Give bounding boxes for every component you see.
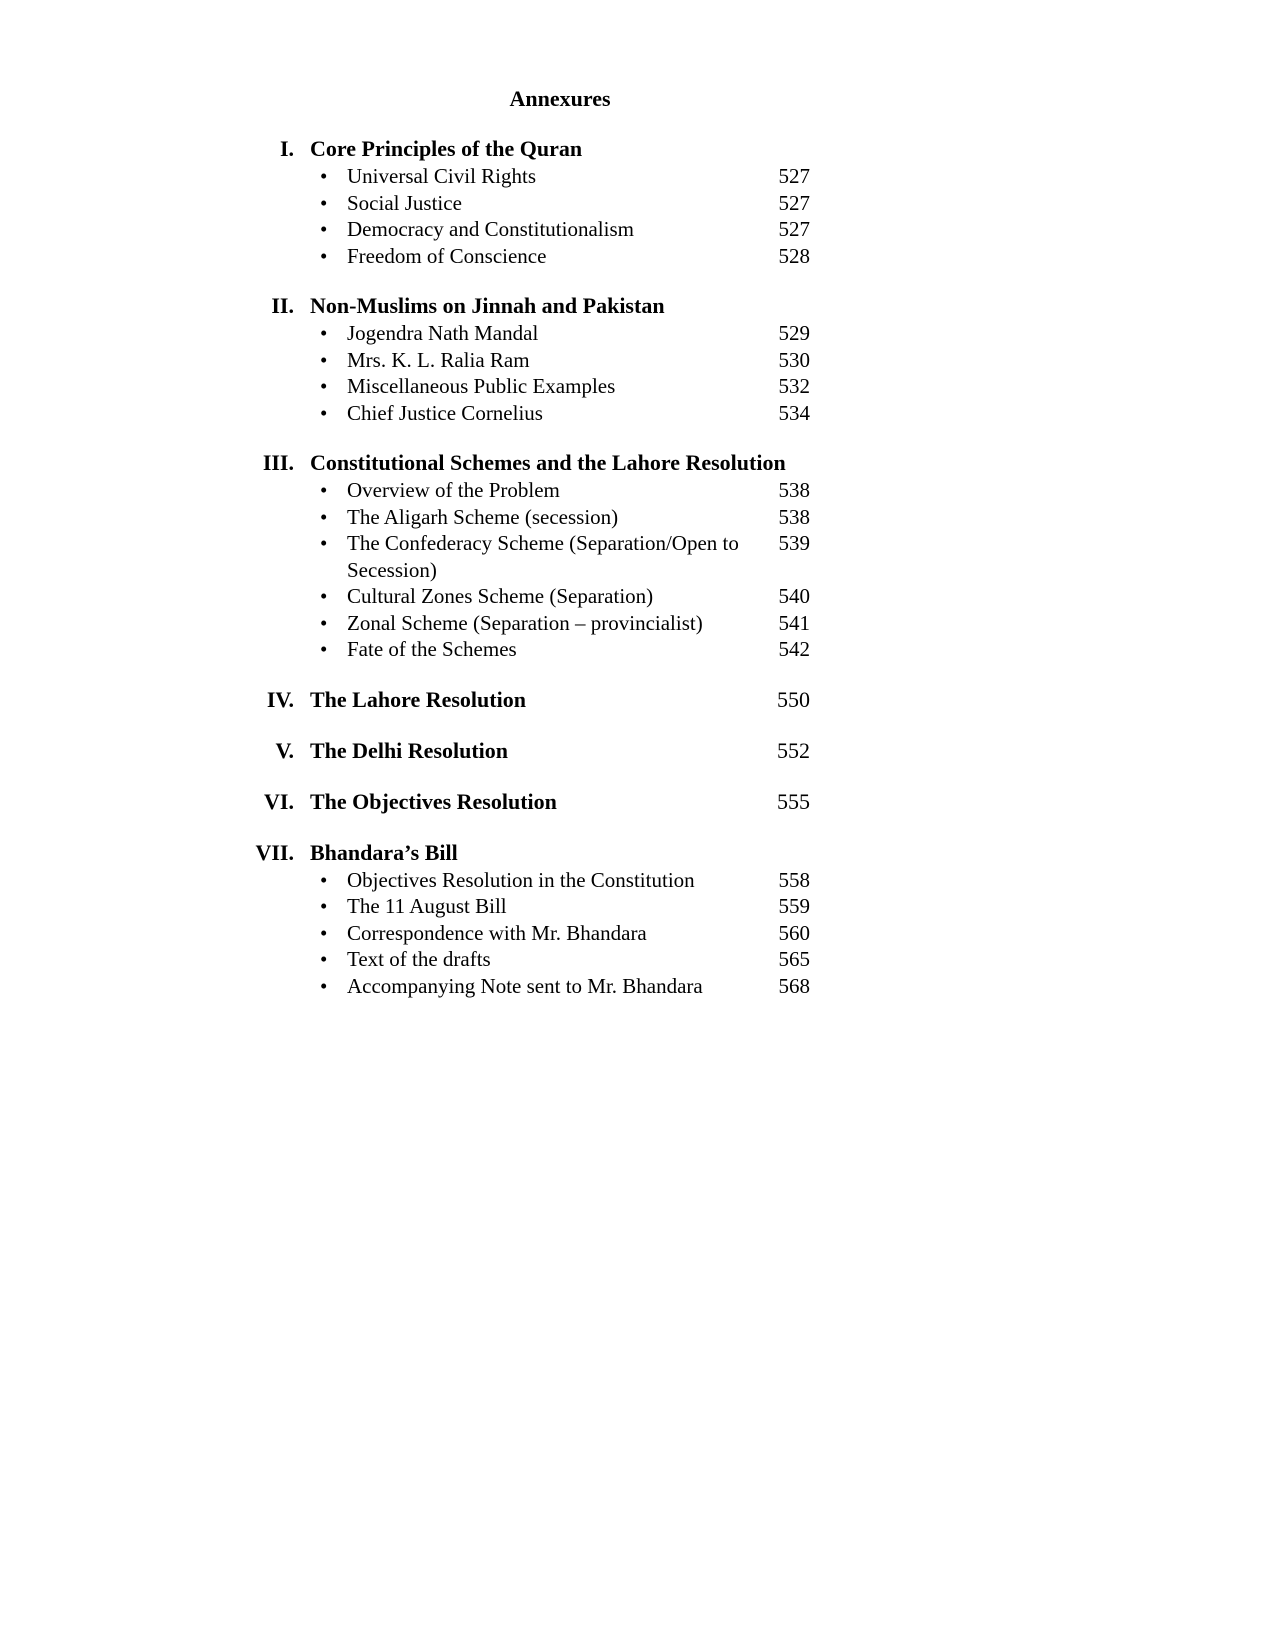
section-numeral: V.: [275, 737, 294, 763]
toc-entry: [250, 243, 850, 270]
section-title: Constitutional Schemes and the Lahore Resolution: [310, 450, 786, 475]
section-page-number: [750, 839, 810, 867]
toc-entry: [250, 504, 850, 531]
bullet-icon: •: [320, 504, 328, 529]
toc-entry: [250, 216, 850, 243]
entry-page-number: 534: [778, 400, 810, 425]
page-title: Annexures: [509, 86, 611, 111]
indent: [250, 347, 310, 374]
entry-page-number: 559: [778, 894, 810, 918]
toc-entry: [250, 347, 850, 374]
section-heading: [250, 449, 850, 477]
entry-title: The Aligarh Scheme (secession): [347, 504, 619, 529]
section-heading: [250, 737, 850, 765]
entry-page-number: 527: [778, 217, 810, 241]
entry-page-number: 538: [778, 478, 810, 502]
toc-entry: [250, 163, 850, 190]
indent: [250, 920, 310, 947]
indent: [250, 504, 310, 531]
section-numeral: II.: [271, 293, 294, 318]
toc-section: [250, 686, 850, 714]
entry-title: Universal Civil Rights: [347, 164, 536, 188]
entry-title: Social Justice: [347, 190, 462, 215]
toc-entry: [250, 373, 850, 400]
bullet-icon: •: [320, 217, 328, 241]
indent: [250, 400, 310, 427]
bullet-icon: •: [320, 190, 328, 215]
entry-page-number: 542: [778, 637, 810, 661]
bullet-icon: •: [320, 400, 328, 425]
section-page-number: 552: [777, 737, 810, 763]
entry-page-number: 528: [778, 243, 810, 268]
entry-title: Mrs. K. L. Ralia Ram: [347, 347, 530, 372]
entry-title: Fate of the Schemes: [347, 637, 517, 661]
toc-entry: [250, 973, 850, 1000]
bullet-icon: •: [320, 243, 328, 268]
entry-page-number: 541: [778, 610, 810, 635]
indent: [250, 973, 310, 1000]
bullet-icon: •: [320, 610, 328, 635]
indent: [250, 190, 310, 217]
entry-page-number: 560: [778, 920, 810, 945]
section-numeral: VII.: [255, 839, 294, 865]
bullet-icon: •: [320, 867, 328, 892]
toc-entry: [250, 530, 850, 583]
indent: [250, 867, 310, 894]
bullet-icon: •: [320, 584, 328, 608]
entry-page-number: 558: [778, 867, 810, 892]
section-title: Bhandara’s Bill: [310, 839, 458, 865]
bullet-icon: •: [320, 947, 328, 971]
toc-entry: [250, 477, 850, 504]
entry-page-number: 565: [778, 947, 810, 971]
entry-page-number: 527: [778, 164, 810, 188]
toc-section: [250, 737, 850, 765]
entry-title: Miscellaneous Public Examples: [347, 374, 616, 398]
indent: [250, 946, 310, 973]
entry-page-number: 539: [778, 531, 810, 555]
section-numeral: III.: [262, 450, 294, 475]
toc-entry: [250, 636, 850, 663]
entry-page-number: 538: [778, 504, 810, 529]
bullet-icon: •: [320, 894, 328, 918]
bullet-icon: •: [320, 347, 328, 372]
indent: [250, 477, 310, 504]
toc-entry: [250, 610, 850, 637]
toc-section: [250, 788, 850, 816]
section-page-number: 555: [777, 788, 810, 814]
toc-entry: [250, 583, 850, 610]
bullet-icon: •: [320, 637, 328, 661]
toc-section: [250, 839, 850, 1000]
section-page-number: 550: [777, 686, 810, 712]
entry-title: Zonal Scheme (Separation – provincialist): [347, 610, 703, 635]
section-title: Non-Muslims on Jinnah and Pakistan: [310, 293, 665, 318]
bullet-icon: •: [320, 531, 328, 555]
indent: [250, 163, 310, 190]
indent: [250, 373, 310, 400]
indent: [250, 530, 310, 583]
toc-section: [250, 449, 850, 663]
toc-section: [250, 135, 850, 269]
entry-title: The Confederacy Scheme (Separation/Open to Secession): [347, 531, 739, 582]
indent: [250, 583, 310, 610]
entry-page-number: 530: [778, 347, 810, 372]
bullet-icon: •: [320, 478, 328, 502]
section-page-number: [750, 449, 810, 477]
section-heading: [250, 292, 850, 320]
entry-title: Text of the drafts: [347, 947, 491, 971]
section-heading: [250, 788, 850, 816]
section-page-number: [750, 292, 810, 320]
bullet-icon: •: [320, 973, 328, 998]
section-numeral: IV.: [266, 686, 294, 712]
table-of-contents: [250, 135, 850, 1022]
toc-entry: [250, 320, 850, 347]
entry-page-number: 527: [778, 190, 810, 215]
indent: [250, 893, 310, 920]
entry-title: Cultural Zones Scheme (Separation): [347, 584, 654, 608]
indent: [250, 243, 310, 270]
toc-entry: [250, 920, 850, 947]
toc-entry: [250, 400, 850, 427]
indent: [250, 216, 310, 243]
entry-title: Jogendra Nath Mandal: [347, 321, 539, 345]
entry-title: Democracy and Constitutionalism: [347, 217, 634, 241]
toc-entry: [250, 946, 850, 973]
entry-title: Overview of the Problem: [347, 478, 560, 502]
entry-title: Objectives Resolution in the Constitution: [347, 867, 695, 892]
section-title: Core Principles of the Quran: [310, 136, 583, 161]
toc-entry: [250, 190, 850, 217]
entry-title: Freedom of Conscience: [347, 243, 547, 268]
indent: [250, 636, 310, 663]
indent: [250, 320, 310, 347]
section-heading: [250, 839, 850, 867]
toc-entry: [250, 867, 850, 894]
bullet-icon: •: [320, 920, 328, 945]
indent: [250, 610, 310, 637]
section-numeral: VI.: [264, 788, 294, 814]
entry-title: The 11 August Bill: [347, 894, 507, 918]
entry-page-number: 529: [778, 321, 810, 345]
toc-section: [250, 292, 850, 426]
section-numeral: I.: [279, 136, 294, 161]
section-title: The Objectives Resolution: [310, 788, 557, 814]
section-title: The Lahore Resolution: [310, 686, 526, 712]
bullet-icon: •: [320, 321, 328, 345]
entry-page-number: 568: [778, 973, 810, 998]
bullet-icon: •: [320, 164, 328, 188]
bullet-icon: •: [320, 374, 328, 398]
entry-page-number: 532: [778, 374, 810, 398]
entry-title: Accompanying Note sent to Mr. Bhandara: [347, 973, 703, 998]
toc-entry: [250, 893, 850, 920]
section-heading: [250, 135, 850, 163]
section-page-number: [750, 135, 810, 163]
entry-page-number: 540: [778, 584, 810, 608]
section-heading: [250, 686, 850, 714]
entry-title: Correspondence with Mr. Bhandara: [347, 920, 647, 945]
section-title: The Delhi Resolution: [310, 737, 509, 763]
entry-title: Chief Justice Cornelius: [347, 400, 543, 425]
